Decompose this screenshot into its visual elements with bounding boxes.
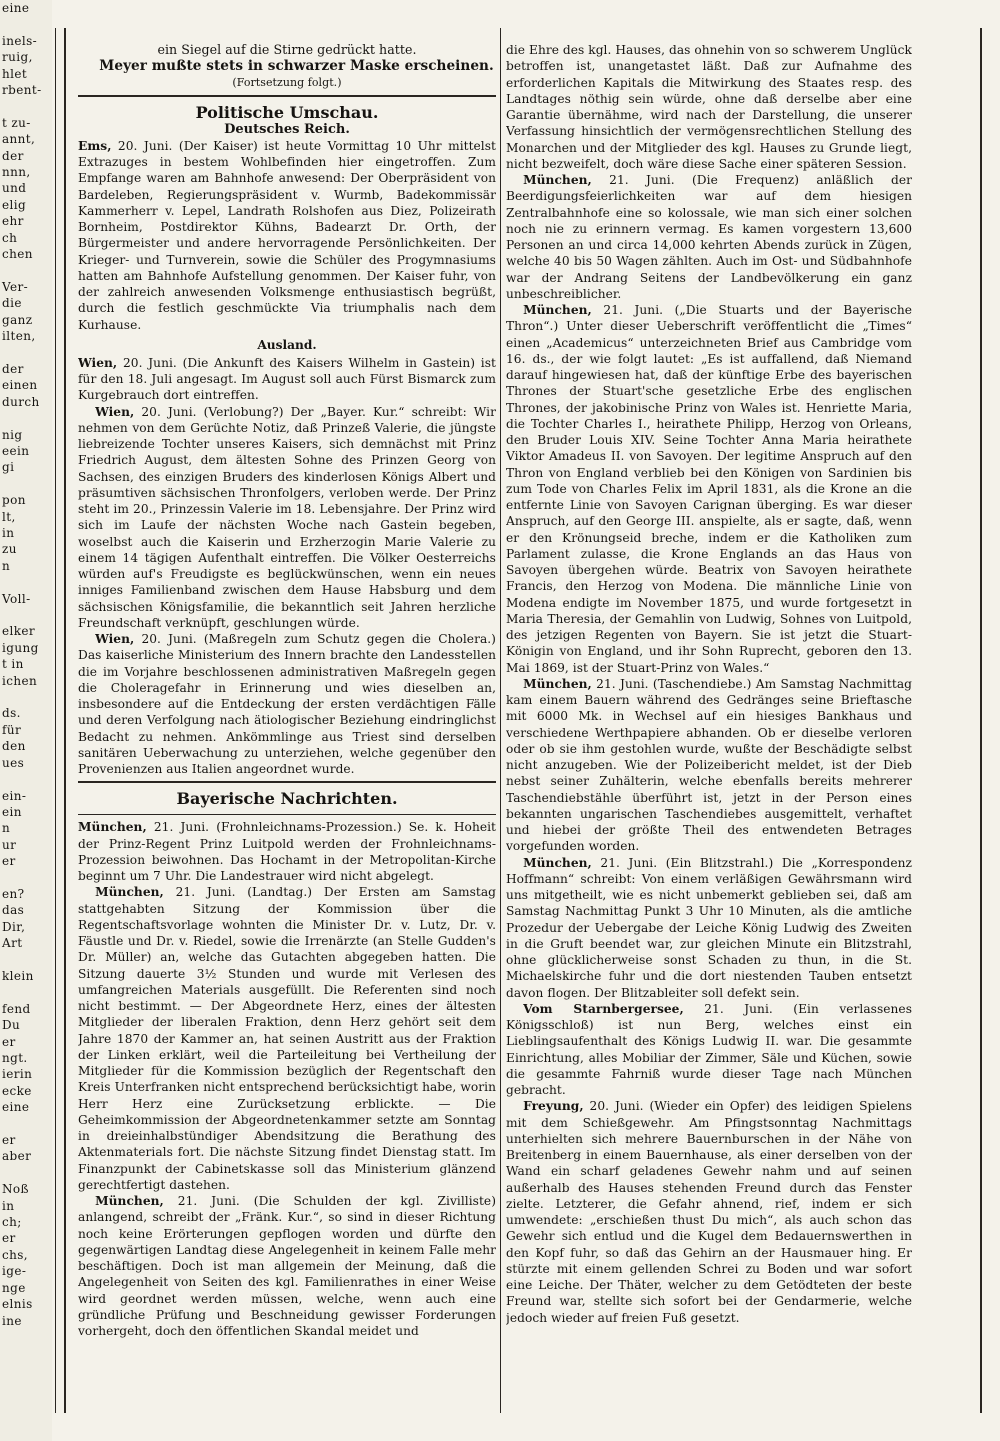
edge-fragment: nge bbox=[2, 1280, 26, 1295]
edge-fragment: chen bbox=[2, 247, 33, 262]
column-divider bbox=[500, 28, 501, 1413]
edge-fragment bbox=[0, 984, 52, 1000]
section-rule bbox=[78, 781, 496, 783]
edge-fragment: nnn, bbox=[2, 165, 31, 180]
article-dateline: Wien, bbox=[95, 404, 135, 419]
edge-fragment: en? bbox=[2, 886, 25, 901]
edge-fragment: ur bbox=[2, 837, 17, 852]
article-taschendiebe bbox=[506, 676, 912, 855]
edge-fragment: elnis bbox=[2, 1297, 33, 1312]
edge-fragment bbox=[0, 98, 52, 114]
article-wien-3 bbox=[78, 631, 496, 777]
article-stuarts bbox=[506, 302, 912, 676]
edge-fragment: ch bbox=[2, 230, 18, 245]
edge-fragment: Du bbox=[2, 1018, 21, 1033]
edge-fragment: für bbox=[2, 722, 22, 737]
edge-fragment bbox=[0, 263, 52, 279]
edge-fragment bbox=[0, 476, 52, 492]
article-dateline: Wien, bbox=[78, 355, 118, 370]
edge-fragment bbox=[0, 1165, 52, 1181]
article-body: 21. Juni. (Die Frequenz) anläßlich der Beerdigungsfeierlichkeiten war auf dem hiesigen Zentralbahnhofe eine so kolossale, wie man sich einer solchen noch nie zu erinnern vermag. Es kamen vorgestern 13,600 Personen an und circa 14,000 kehrten Abends zurück in Zügen, welche 40 bis 50 Wagen zählten. Auch im Ost- und Südbahnhofe war der Andrang Seitens der Landbevölkerung ein ganz unbeschreiblicher. bbox=[506, 173, 912, 301]
edge-fragment: Voll- bbox=[2, 591, 31, 606]
edge-fragment: aber bbox=[2, 1149, 32, 1164]
edge-fragment bbox=[0, 689, 52, 705]
edge-fragment: rbent- bbox=[2, 83, 42, 98]
heading-deutsches-reich: Deutsches Reich. bbox=[224, 121, 350, 137]
edge-fragment: einen bbox=[2, 378, 38, 393]
article-dateline: Vom Starnbergersee, bbox=[523, 1001, 684, 1016]
edge-fragment: ichen bbox=[2, 673, 38, 688]
heading-bayerische-nachrichten: Bayerische Nachrichten. bbox=[176, 789, 398, 809]
edge-fragment bbox=[0, 345, 52, 361]
edge-fragment: lt, bbox=[2, 509, 16, 524]
article-body: 21. Juni. (Die Schulden der kgl. Zivilliste) anlangend, schreibt der „Fränk. Kur.“, so sind in dieser Richtung noch keine Erörterungen gepflogen worden und dürfte den gegenwärtigen Landtag diese Angelegenheit in keinem Falle mehr beschäftigen. Doch ist man allgemein der Meinung, daß die Angelegenheit von Seiten des kgl. Familienrathes in einer Weise wird geordnet werden müssen, welche, wenn auch eine gründliche Prüfung und Beschneidung gewisser Forderungen vorhergeht, doch den öffentlichen Skandal meidet und bbox=[78, 1194, 496, 1338]
intro-bold-line: Meyer mußte stets in schwarzer Maske erscheinen. bbox=[99, 58, 494, 75]
edge-fragment: ecke bbox=[2, 1083, 32, 1098]
edge-fragment: Art bbox=[2, 936, 23, 951]
edge-fragment: er bbox=[2, 1133, 16, 1148]
edge-fragment bbox=[0, 607, 52, 623]
article-dateline: München, bbox=[523, 855, 592, 870]
edge-fragment: eein bbox=[2, 443, 30, 458]
section-rule bbox=[78, 95, 496, 97]
edge-strip bbox=[0, 0, 52, 1441]
edge-fragment: Dir, bbox=[2, 919, 26, 934]
edge-fragment: eine bbox=[2, 1100, 30, 1115]
article-wien-1 bbox=[78, 355, 496, 404]
article-body: 20. Juni. (Verlobung?) Der „Bayer. Kur.“ schreibt: Wir nehmen von dem Gerüchte Notiz, daß Prinzeß Valerie, die jüngste liebreizende Tochter unseres Kaisers, sich demnächst mit Prinz Friedrich August, dem ältesten Sohne des Prinzen Georg von Sachsen, des einzigen Bruders des kinderlosen Königs Albert und präsumtiven sächsischen Thronfolgers, verloben werde. Der Prinz steht im 20., Prinzessin Valerie im 18. Lebensjahre. Der Prinz wird sich im Laufe der nächsten Woche nach Gastein begeben, woselbst auch die Kaiserin und Erzherzogin Marie Valerie zu einem 14 tägigen Aufenthalt eintreffen. Die Völker Oesterreichs würden auf's Freudigste es beglückwünschen, wenn ein neues inniges Familienband zwischen dem Hause Habsburg und dem sächsischen Königsfamilie, die bekanntlich seit Jahren herzliche Freundschaft verknüpft, geschlungen würde. bbox=[78, 404, 496, 630]
edge-fragment: klein bbox=[2, 968, 34, 983]
edge-fragment: annt, bbox=[2, 132, 36, 147]
edge-fragment: ganz bbox=[2, 312, 33, 327]
article-body: 21. Juni. (Frohnleichnams-Prozession.) Se. k. Hoheit der Prinz-Regent Prinz Luitpold werden der Frohnleichnams-Prozession beiwohnen. Das Hochamt in der Metropolitan-Kirche beginnt um 7 Uhr. Die Landestrauer wird nicht abgelegt. bbox=[78, 820, 496, 883]
edge-fragment: ngt. bbox=[2, 1051, 28, 1065]
edge-fragment: den bbox=[2, 739, 26, 754]
heading-politische-umschau: Politische Umschau. bbox=[195, 102, 379, 122]
article-continuation: die Ehre des kgl. Hauses, das ohnehin von so schwerem Unglück betroffen ist, unangetastet läßt. Daß zur Aufnahme des erforderlichen Kapitals die Mitwirkung des Staates resp. des Landtages nöthig sein würde, ohne daß derselbe aber eine Garantie übernähme, wird nach der Darstellung, die unserer Verfassung hinsichtlich der vermögensrechtlichen Stellung des Monarchen und der Mitglieder des kgl. Hauses zu Grunde liegt, nicht bezweifelt, doch wäre diese Sache einer späteren Session. bbox=[506, 43, 912, 171]
edge-fragment: ehr bbox=[2, 214, 24, 229]
edge-fragment: t in bbox=[2, 657, 24, 672]
edge-fragment: zu bbox=[2, 542, 17, 557]
article-dateline: München, bbox=[523, 173, 592, 187]
edge-fragment: nig bbox=[2, 427, 23, 442]
edge-fragment: und bbox=[2, 181, 27, 196]
edge-fragment: Noß bbox=[2, 1182, 29, 1197]
edge-fragment: ige- bbox=[2, 1264, 27, 1279]
article-muenchen-3 bbox=[78, 1193, 496, 1339]
article-dateline: München, bbox=[523, 676, 592, 691]
article-dateline: Ems, bbox=[78, 138, 112, 153]
article-dateline: München, bbox=[78, 820, 147, 835]
edge-fragment bbox=[0, 771, 52, 787]
edge-fragment: elker bbox=[2, 624, 36, 639]
edge-fragment: der bbox=[2, 361, 24, 376]
edge-fragment: ues bbox=[2, 755, 25, 770]
article-ems bbox=[78, 138, 496, 333]
intro-spaced-line: ein Siegel auf die Stirne gedrückt hatte. bbox=[157, 42, 417, 57]
edge-fragment: er bbox=[2, 1231, 16, 1246]
left-column bbox=[78, 42, 496, 1339]
article-dateline: München, bbox=[95, 1194, 164, 1208]
edge-fragment bbox=[0, 870, 52, 886]
edge-fragment: n bbox=[2, 821, 11, 836]
edge-fragment: er bbox=[2, 1034, 16, 1049]
edge-fragment: durch bbox=[2, 394, 40, 409]
edge-fragment: in bbox=[2, 1198, 15, 1213]
article-starnbergersee bbox=[506, 1001, 912, 1099]
edge-fragment: ch; bbox=[2, 1215, 22, 1230]
article-blitzstrahl bbox=[506, 855, 912, 1001]
edge-fragment: das bbox=[2, 903, 25, 918]
edge-fragment bbox=[0, 574, 52, 590]
edge-fragment: ine bbox=[2, 1313, 22, 1328]
article-muenchen-2 bbox=[78, 884, 496, 1193]
edge-fragment: der bbox=[2, 148, 24, 163]
edge-fragment bbox=[0, 410, 52, 426]
article-muenchen-1 bbox=[78, 819, 496, 884]
edge-fragment: igung bbox=[2, 640, 39, 655]
continuation-note: (Fortsetzung folgt.) bbox=[232, 75, 342, 89]
article-body: 20. Juni. (Die Ankunft des Kaisers Wilhelm in Gastein) ist für den 18. Juli angesagt. Im August soll auch Fürst Bismarck zum Kurgebrauch dort eintreffen. bbox=[78, 355, 496, 403]
article-wien-2 bbox=[78, 404, 496, 632]
frame-right-rule bbox=[980, 28, 982, 1413]
edge-fragment: ds. bbox=[2, 706, 21, 721]
edge-fragment: n bbox=[2, 558, 11, 573]
edge-fragment: ilten, bbox=[2, 329, 36, 344]
article-dateline: München, bbox=[523, 303, 592, 317]
edge-divider bbox=[55, 28, 56, 1413]
edge-fragment: hlet bbox=[2, 66, 28, 81]
article-freyung bbox=[506, 1098, 912, 1326]
right-column bbox=[506, 42, 912, 1326]
article-frequenz bbox=[506, 172, 912, 302]
edge-fragment: die bbox=[2, 296, 22, 311]
edge-fragment: in bbox=[2, 526, 15, 540]
edge-fragment: ierin bbox=[2, 1067, 33, 1082]
frame-left-rule bbox=[64, 28, 66, 1413]
edge-fragment: ein bbox=[2, 804, 22, 819]
edge-fragment: t zu- bbox=[2, 115, 31, 130]
heading-rule bbox=[78, 814, 496, 815]
edge-fragment: ruig, bbox=[2, 50, 33, 65]
edge-fragment: gi bbox=[2, 460, 15, 475]
article-body: 21. Juni. (Taschendiebe.) Am Samstag Nachmittag kam einem Bauern während des Gedränges seine Brieftasche mit 6000 Mk. in Wechsel auf ein hiesiges Bankhaus und verschiedene Werthpapiere abhanden. Ob er dieselbe verloren oder ob sie ihm gestohlen wurde, wußte der Beschädigte selbst nicht anzugeben. Wie der Polizeibericht meldet, ist der Dieb nebst seiner Zuhälterin, welche ebenfalls bereits mehrerer Taschendiebstähle überführt ist, jetzt in der Person eines bekannten ungarischen Taschendiebes ausgemittelt, verhaftet und hiebei der größte Theil des entwendeten Betrages vorgefunden worden. bbox=[506, 676, 912, 854]
edge-fragment: eine bbox=[2, 1, 30, 15]
edge-fragment: er bbox=[2, 854, 16, 869]
heading-ausland: Ausland. bbox=[257, 337, 317, 352]
edge-fragment bbox=[0, 16, 52, 32]
edge-fragment bbox=[0, 1116, 52, 1132]
article-body: 21. Juni. (Ein verlassenes Königsschloß) ist nun Berg, welches einst ein Lieblingsaufenthalt des Königs Ludwig II. war. Die gesammte Einrichtung, alles Mobiliar der Zimmer, Säle und Küchen, sowie die gesammte Fahrniß wurde dieser Tage nach München gebracht. bbox=[506, 1001, 912, 1097]
article-body: 20. Juni. (Wieder ein Opfer) des leidigen Spielens mit dem Schießgewehr. Am Pfingstsonntag Nachmittags unterhielten sich mehrere Bauernburschen in der Nähe von Breitenberg in einem Bauernhause, als einer derselben von der Wand ein scharf geladenes Gewehr nahm und auf seinen außerhalb des Hauses stehenden Freund durch das Fenster zielte. Letzterer, die Gefahr ahnend, rief, indem er sich umwendete: „erschießen thust Du mich“, als auch schon das Gewehr sich entlud und die Kugel dem Bedauernswerthen in den Kopf fuhr, so daß das Gehirn an der Hausmauer hing. Er stürzte mit einem gellenden Schrei zu Boden und war sofort eine Leiche. Der Thäter, welcher zu dem Getödteten der beste Freund war, stellte sich sofort bei der Gendarmerie, welche jedoch wieder auf freien Fuß gesetzt. bbox=[506, 1099, 912, 1325]
edge-fragment: pon bbox=[2, 493, 26, 508]
edge-fragment: chs, bbox=[2, 1247, 29, 1262]
article-dateline: München, bbox=[95, 885, 164, 900]
article-body: 20. Juni. (Maßregeln zum Schutz gegen die Cholera.) Das kaiserliche Ministerium des Innern brachte den Landesstellen die im Vorjahre beschlossenen administrativen Maßregeln gegen die Choleragefahr in Erinnerung und wies dieselben an, insbesondere auf die Entdeckung der ersten verdächtigen Fälle und deren Verfolgung nach ätiologischer Beziehung eindringlichst Bedacht zu nehmen. Ankömmlinge aus Triest sind derselben sanitären Ueberwachung zu unterziehen, welche gegenüber den Provenienzen aus Italien angeordnet wurde. bbox=[78, 632, 496, 776]
article-dateline: Wien, bbox=[95, 632, 135, 646]
edge-fragment bbox=[0, 952, 52, 968]
edge-fragment: elig bbox=[2, 197, 27, 212]
edge-fragment: ein- bbox=[2, 788, 27, 803]
article-dateline: Freyung, bbox=[523, 1099, 584, 1114]
article-body: 20. Juni. (Der Kaiser) ist heute Vormittag 10 Uhr mittelst Extrazuges in bestem Wohlbefinden hier eingetroffen. Zum Empfange waren am Bahnhofe anwesend: Der Oberpräsident von Bardeleben, Regierungspräsident v. Wurmb, Badekommissär Kammerherr v. Lepel, Landrath Rolshofen aus Diez, Polizeirath Bornheim, Postdirektor Kühns, Badearzt Dr. Orth, der Bürgermeister und andere hervorragende Persönlichkeiten. Der Krieger- und Turnverein, sowie die Schüler des Progymnasiums hatten am Bahnhofe Aufstellung genommen. Der Kaiser fuhr, von der zahlreich anwesenden Volksmenge enthusiastisch begrüßt, durch die festlich geschmückte Via triumphalis nach dem Kurhause. bbox=[78, 138, 496, 332]
edge-fragment: inels- bbox=[2, 33, 38, 48]
article-body: 21. Juni. (Ein Blitzstrahl.) Die „Korrespondenz Hoffmann“ schreibt: Von einem verläßigen Gewährsmann wird uns mitgetheilt, wie es nicht unbemerkt geblieben sei, daß am Samstag Nachmittag Punkt 3 Uhr 10 Minuten, als die amtliche Prozedur der Uebergabe der Leiche König Ludwig des Zweiten in die Gruft beendet war, zur gleichen Minute ein Blitzstrahl, ohne glücklicherweise sonst Schaden zu thun, in die St. Michaelskirche fuhr und die dort niestenden Tauben entsetzt davon flogen. Der Blitzableiter soll defekt sein. bbox=[506, 855, 912, 1000]
edge-fragment: Ver- bbox=[2, 279, 29, 294]
article-body: 21. Juni. (Landtag.) Der Ersten am Samstag stattgehabten Sitzung der Kommission über die Regentschaftsvorlage wohnten die Minister Dr. v. Lutz, Dr. v. Fäustle und Dr. v. Riedel, sowie die Irrenärzte (an Stelle Gudden's Dr. Müller) an, welche das Gutachten abgegeben hatten. Die Sitzung dauerte 3½ Stunden und wurde mit Verlesen des umfangreichen Materials ausgefüllt. Die Referenten sind noch nicht bestimmt. — Der Abgeordnete Herz, eines der ältesten Mitglieder der liberalen Fraktion, denn Herz gehört seit dem Jahre 1870 der Kammer an, hat seinen Austritt aus der Fraktion der Linken erklärt, weil die Parteileitung bei Vertheilung der Mitglieder für die Kommission bezüglich der Regentschaft den Kreis Unterfranken nicht entsprechend berücksichtigt habe, worin Herr Herz eine Zurücksetzung erblickte. — Die Geheimkommission der Abgeordnetenkammer setzte am Sonntag in dreieinhalbstündiger Abendsitzung die Berathung des Aktenmaterials fort. Die nächste Sitzung findet Dienstag statt. Im Finanzpunkt der Cabinetskasse soll das Ministerium glänzend gerechtfertigt dastehen. bbox=[78, 885, 496, 1192]
article-body: 21. Juni. („Die Stuarts und der Bayerische Thron“.) Unter dieser Ueberschrift veröffentlicht die „Times“ einen „Academicus“ unterzeichneten Brief aus Cambridge vom 16. ds., der wie folgt lautet: „Es ist auffallend, daß Niemand darauf hingewiesen hat, daß der künftige Erbe des bayerischen Thrones der Stuart'sche gesetzliche Erbe des englischen Thrones, der jakobinische Prinz von Wales ist. Henriette Maria, die Tochter Charles I., heirathete Philipp, Herzog von Orleans, den Bruder Louis XIV. Seine Tochter Anna Maria heirathete Viktor Amadeus II. von Savoyen. Der legitime Anspruch auf den Thron von England verblieb bei den Königen von Sardinien bis zum Tode von Charles Felix im April 1831, als die Krone an die entfernte Linie von Savoyen Carignan überging. Es war dieser Anspruch, auf den George III. anspielte, als er sagte, daß, wenn er den Krönungseid breche, indem er die Katholiken zum Parlament zulasse, die Krone Englands an das Haus von Savoyen übergehen würde. Beatrix von Savoyen heirathete Francis, den Herzog von Modena. Die männliche Linie von Modena endigte im November 1875, und wurde fortgesetzt in Maria Theresia, der Gemahlin von Ludwig, Sohnes von Luitpold, des jetzigen Regenten von Bayern. Sie ist jetzt die Stuart-Königin von England, und ihr Sohn Ruprecht, geboren den 13. Mai 1869, ist der Stuart-Prinz von Wales.“ bbox=[506, 303, 912, 675]
edge-fragment: fend bbox=[2, 1001, 31, 1016]
